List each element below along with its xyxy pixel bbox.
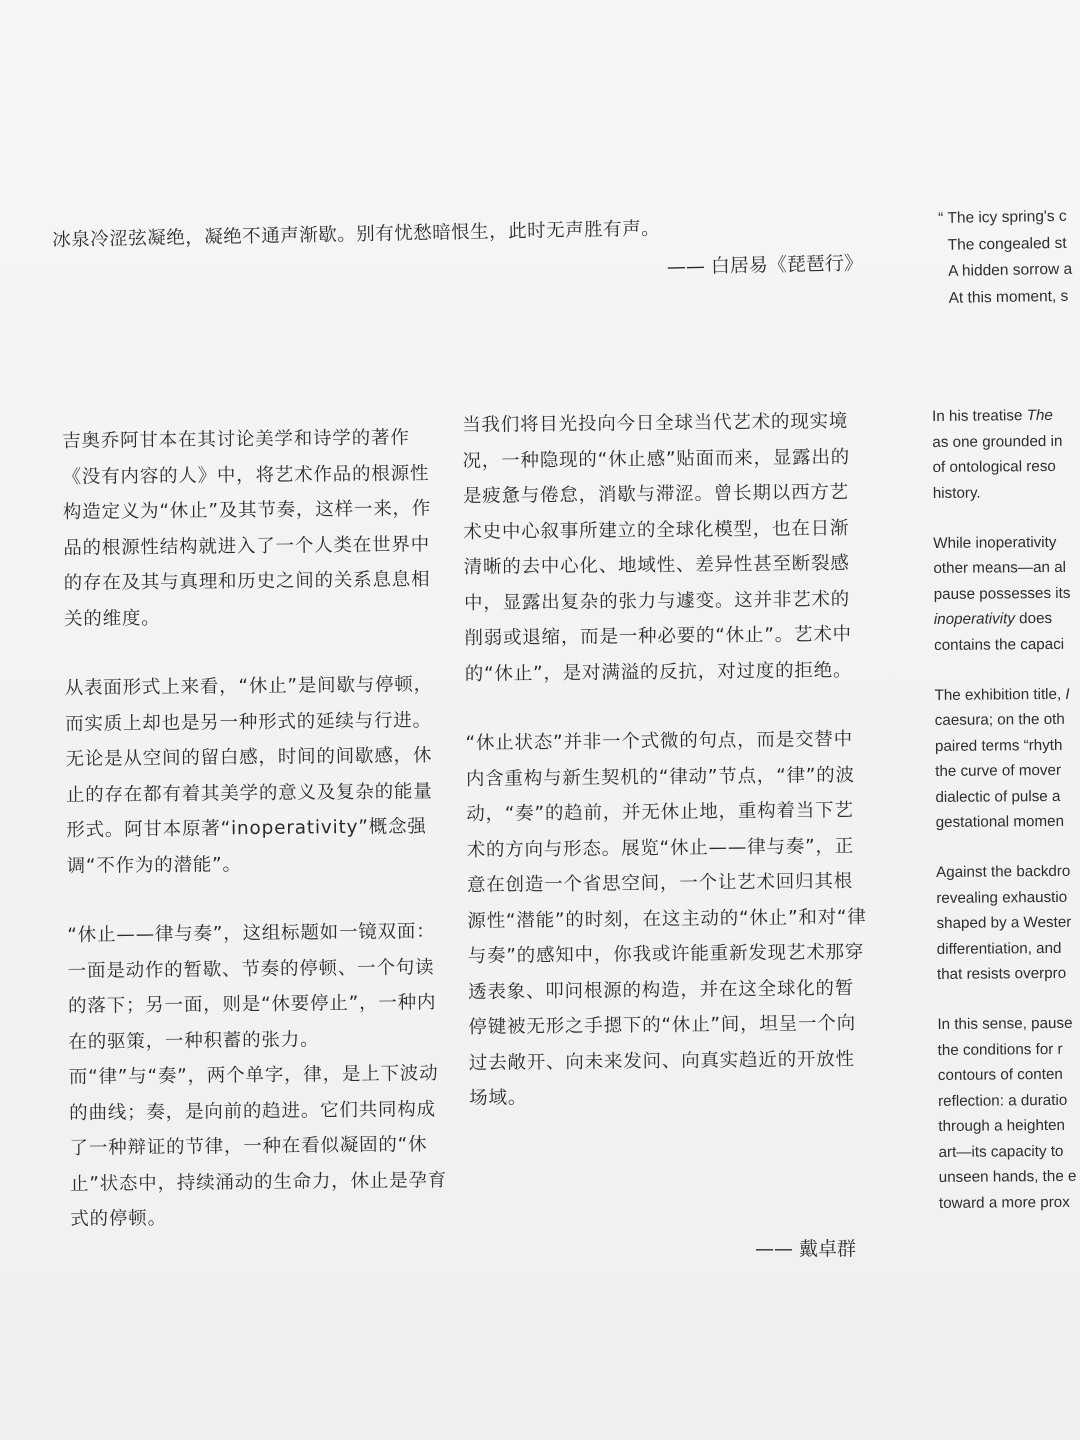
english-text-segment: toward a more prox (938, 1193, 1070, 1212)
english-text-line (935, 756, 1080, 784)
epigraph (52, 210, 873, 291)
english-text-line (939, 1162, 1080, 1190)
english-text-segment: does (1014, 609, 1053, 628)
english-text-segment: The exhibition title, (934, 685, 1066, 704)
chinese-paragraph: “休止——律与奏”，这组标题如一镜双面：一面是动作的暂歇、节奏的停顿、一个句读的落下；另一面，则是“休要停止”，一种内在的驱策，一种积蓄的张力。而“律”与“奏”，两个单字，律，是上下波动的曲线；奏，是向前的趋进。它们共同构成了一种辩证的节律，一种在看似凝固的“休止”状态中，持续涌动的生命力，休止是孕育式的停顿。 (67, 921, 448, 1230)
english-text-segment: revealing exhaustio (936, 888, 1068, 907)
english-text-line (937, 959, 1080, 987)
english-text-line (936, 883, 1080, 911)
english-italic-segment: inoperativity (933, 610, 1015, 628)
english-text-segment: as one grounded in (932, 432, 1063, 451)
chinese-paragraph: 从表面形式上来看，“休止”是间歇与停顿，而实质上却也是另一种形式的延续与行进。无论是从空间的留白感，时间的间歇感，休止的存在都有着其美学的意义及复杂的能量形式。阿甘本原著“inoperativity”概念强调“不作为的潜能”。 (64, 674, 434, 877)
english-text-line (934, 579, 1080, 607)
english-epigraph-quote (938, 200, 1080, 312)
english-text-line (934, 680, 1080, 708)
english-text-segment: shaped by a Wester (936, 913, 1072, 932)
english-text-segment: of ontological reso (932, 457, 1056, 476)
english-paragraph (934, 680, 1080, 836)
english-text-segment: reflection: a duratio (938, 1091, 1068, 1110)
english-text-segment: caesura; on the oth (934, 710, 1065, 729)
english-text-line (936, 807, 1080, 835)
english-text-line (938, 1137, 1080, 1165)
english-text-line (933, 528, 1080, 556)
chinese-text-column-left (62, 420, 451, 1271)
english-italic-segment: I (1065, 685, 1070, 703)
author-signature: —— 戴卓群 (754, 1238, 856, 1260)
english-text-line (935, 731, 1080, 759)
english-text-line (936, 908, 1080, 936)
english-text-segment: Against the backdro (936, 862, 1071, 881)
english-text-segment: In this sense, pause (937, 1014, 1073, 1033)
epigraph-attribution: —— 白居易《琵琶行》 (666, 252, 864, 279)
english-text-segment: the curve of mover (935, 761, 1062, 780)
english-quote-line: A hidden sorrow a (947, 260, 1073, 280)
english-text-line (937, 1009, 1080, 1037)
english-text-segment: dialectic of pulse a (935, 787, 1061, 806)
english-text-segment: In his treatise (932, 407, 1027, 425)
chinese-text-column-middle (462, 404, 870, 1151)
epigraph-poem-line: 冰泉冷涩弦凝绝，凝绝不通声渐歇。别有忧愁暗恨生，此时无声胜有声。 (52, 218, 661, 251)
english-text-segment: art—its capacity to (938, 1142, 1064, 1161)
english-text-line (932, 427, 1080, 455)
english-text-segment: differentiation, and (936, 939, 1062, 958)
english-quote-line: “ The icy spring's c (938, 207, 1067, 227)
english-text-line (938, 1111, 1080, 1139)
english-quote-line: The congealed st (947, 234, 1067, 254)
english-text-line (932, 452, 1080, 480)
chinese-paragraph: 吉奥乔阿甘本在其讨论美学和诗学的著作《没有内容的人》中，将艺术作品的根源性构造定义为“休止”及其节奏，这样一来，作品的根源性结构就进入了一个人类在世界中的存在及其与真理和历史之间的关系息息相关的维度。 (62, 427, 432, 630)
english-text-line (932, 401, 1080, 429)
english-text-segment: history. (932, 484, 981, 502)
chinese-paragraph: “休止状态”并非一个式微的句点，而是交替中内含重构与新生契机的“律动”节点，“律”的波动，“奏”的趋前，并无休止地，重构着当下艺术的方向与形态。展览“休止——律与奏”，正意在创造一个省思空间，一个让艺术回归其根源性“潜能”的时刻，在这主动的“休止”和对“律与奏”的感知中，你我或许能重新发现艺术那穿透表象、叩问根源的构造，并在这全球化的暂停键被无形之手摁下的“休止”间，坦呈一个向过去敞开、向未来发问、向真实趋近的开放性场域。 (465, 728, 867, 1109)
english-text-line (934, 630, 1080, 658)
english-text-line (934, 604, 1080, 632)
english-text-segment: unseen hands, the e (938, 1167, 1077, 1186)
english-text-line (939, 1188, 1080, 1216)
english-text-line (938, 1086, 1080, 1114)
english-text-line (938, 1060, 1080, 1088)
english-paragraph (937, 1009, 1080, 1216)
english-text-line (933, 478, 1080, 506)
english-text-line (938, 1035, 1080, 1063)
english-text-segment: paired terms “rhyth (934, 736, 1063, 755)
english-text-line (935, 705, 1080, 733)
english-text-segment: contours of conten (937, 1065, 1063, 1084)
english-text-line (935, 782, 1080, 810)
english-text-segment: the conditions for r (937, 1040, 1063, 1059)
english-text-line (937, 934, 1080, 962)
english-italic-segment: The (1026, 406, 1053, 425)
english-text-line (933, 553, 1080, 581)
english-text-segment: pause possesses its (933, 584, 1071, 603)
english-text-segment: other means—an al (933, 558, 1067, 577)
english-text-column (932, 401, 1080, 1240)
english-text-segment: through a heighten (938, 1116, 1066, 1135)
english-paragraph (936, 857, 1080, 987)
english-text-segment: that resists overpro (936, 964, 1067, 983)
english-paragraph (932, 401, 1080, 506)
english-text-line (936, 857, 1080, 885)
english-text-segment: gestational momen (935, 812, 1065, 831)
english-text-segment: contains the capaci (934, 635, 1065, 654)
english-paragraph (933, 528, 1080, 658)
english-quote-line: At this moment, s (948, 287, 1069, 307)
english-text-segment: While inoperativity (933, 533, 1057, 552)
chinese-paragraph: 当我们将目光投向今日全球当代艺术的现实境况，一种隐现的“休止感”贴面而来，显露出的是疲惫与倦怠，消歇与滞涩。曾长期以西方艺术史中心叙事所建立的全球化模型，也在日渐清晰的去中心化、地域性、差异性甚至断裂感中，显露出复杂的张力与遽变。这并非艺术的削弱或退缩，而是一种必要的“休止”。艺术中的“休止”，是对满溢的反抗，对过度的拒绝。 (462, 410, 853, 685)
